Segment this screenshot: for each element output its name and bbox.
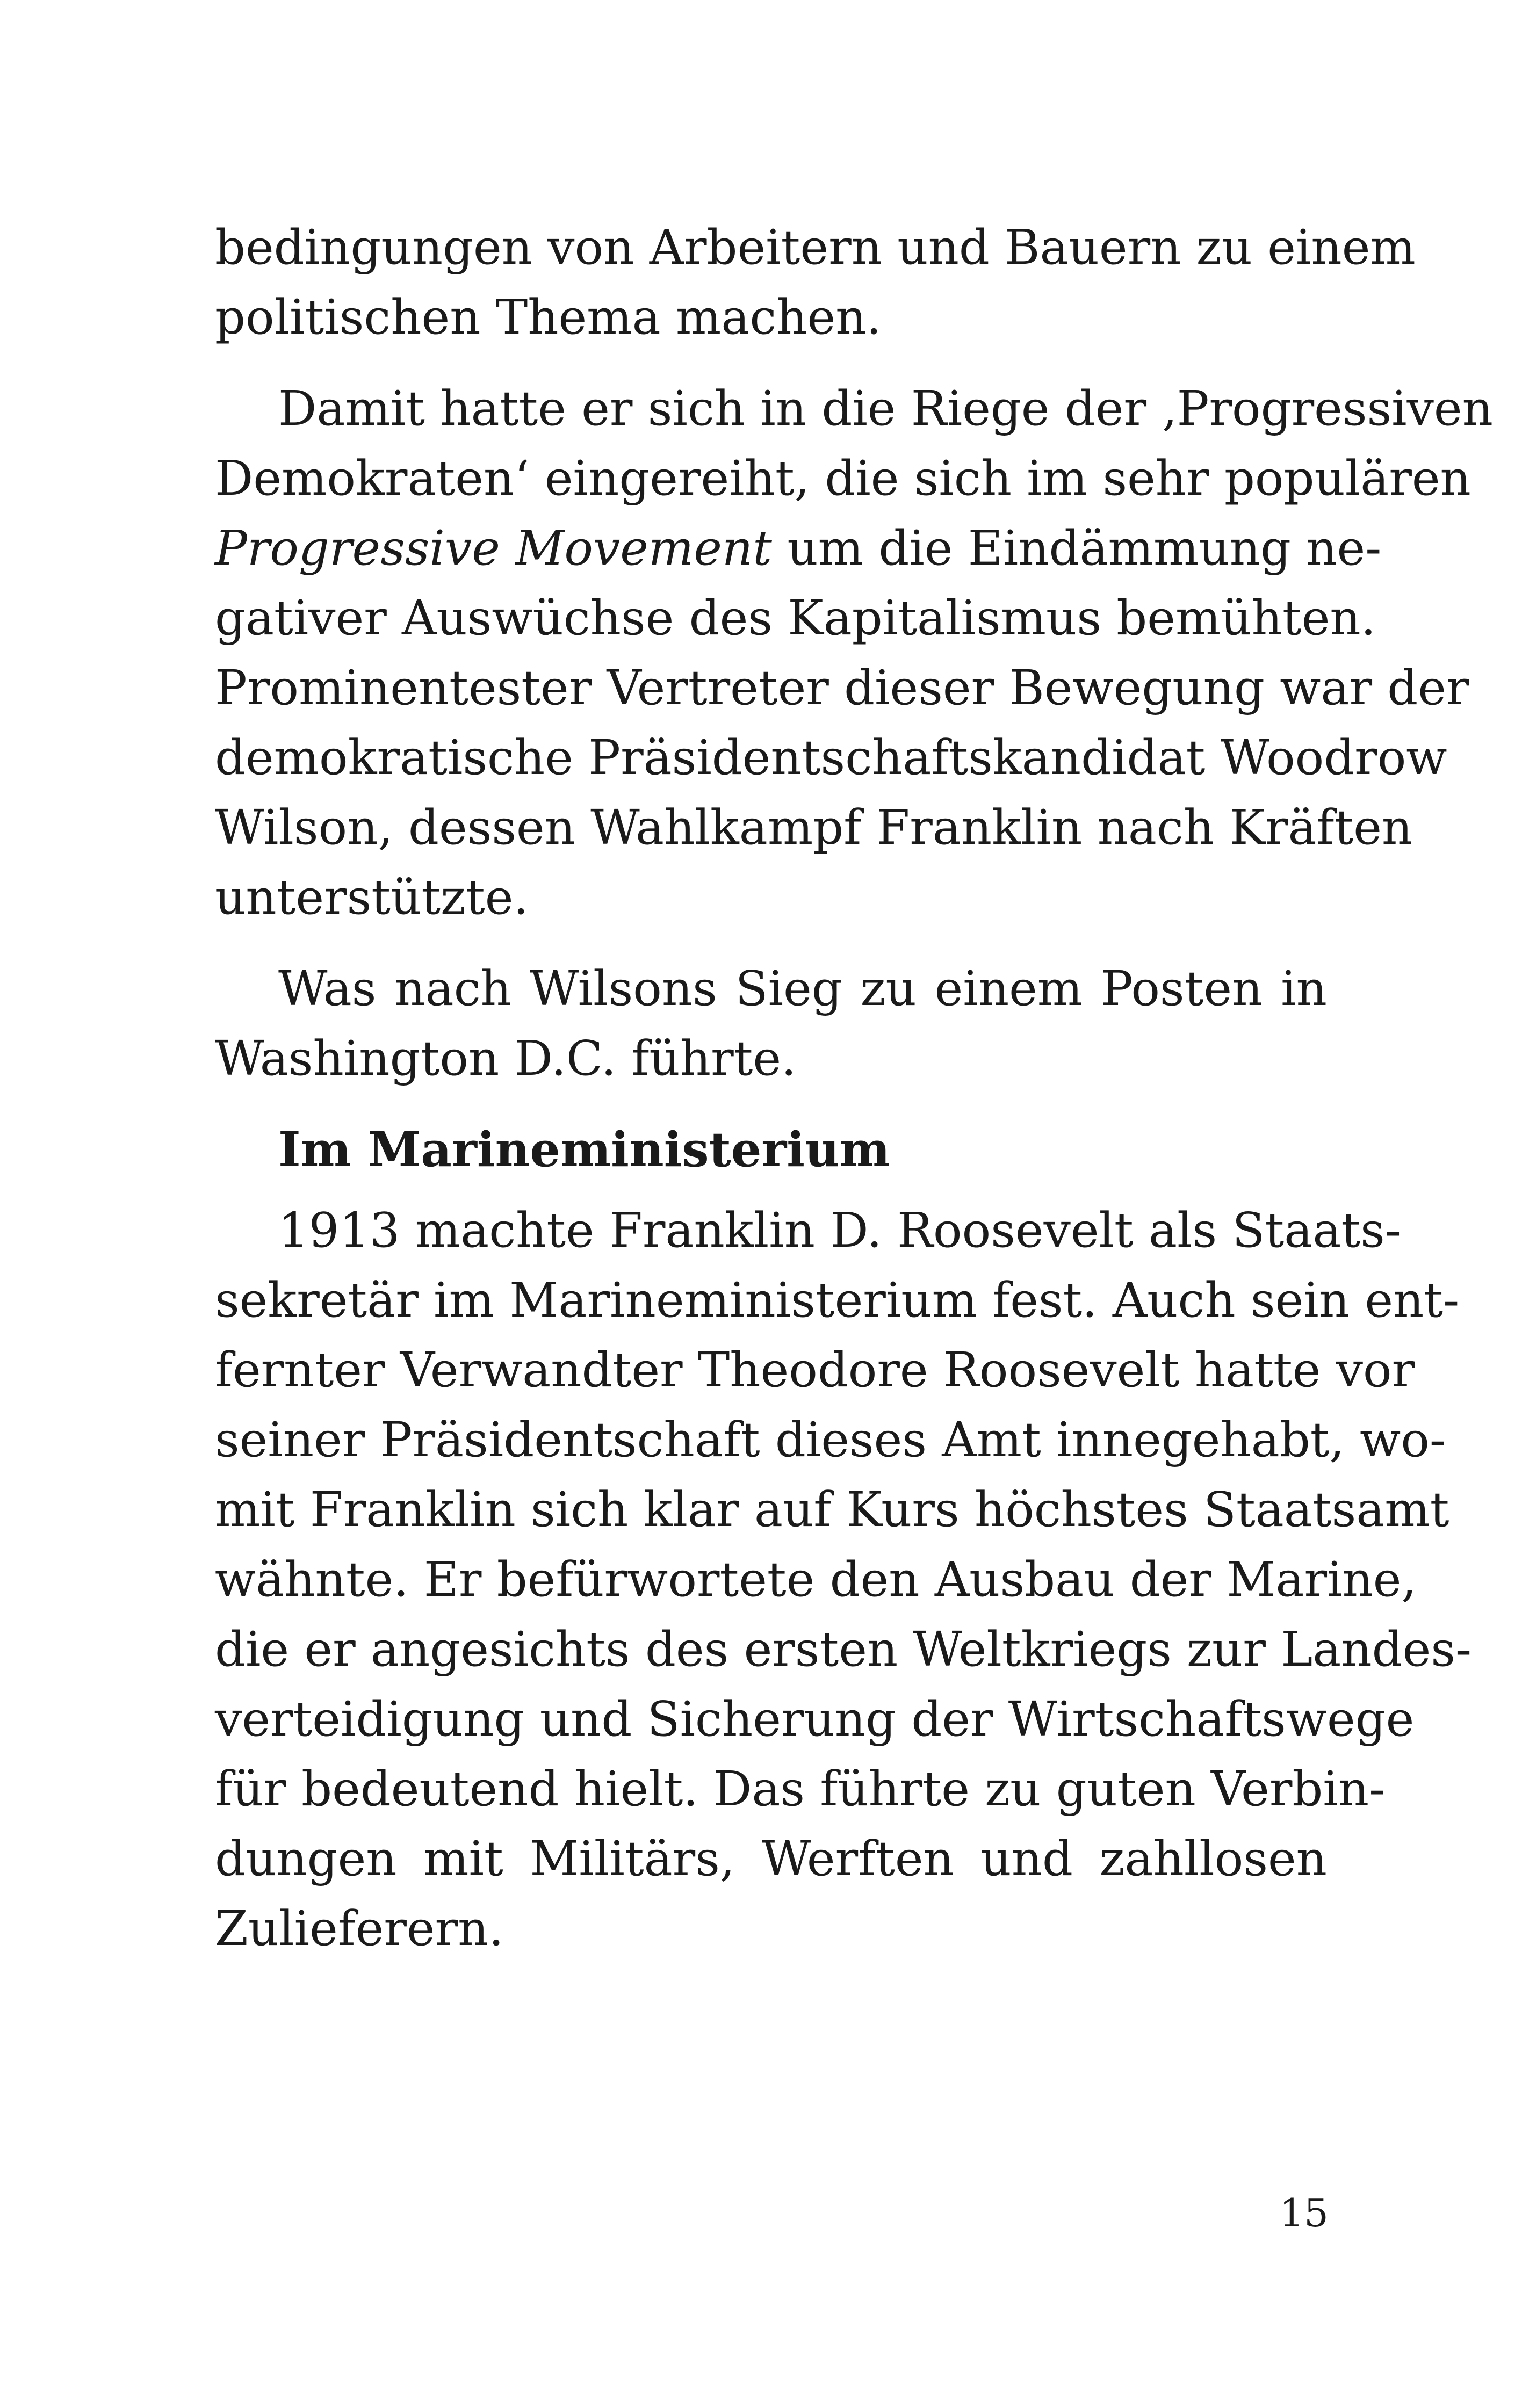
text-line: Was nach Wilsons Sieg zu einem Posten in bbox=[278, 960, 1327, 1016]
text-line: 1913 machte Franklin D. Roosevelt als Staats- bbox=[278, 1202, 1401, 1258]
text-line-rest: um die Eindämmung ne- bbox=[787, 520, 1382, 576]
paragraph-1 bbox=[215, 212, 1416, 352]
text-line: für bedeutend hielt. Das führte zu guten Verbin- bbox=[215, 1761, 1386, 1817]
text-line: fernter Verwandter Theodore Roosevelt hatte vor bbox=[215, 1342, 1415, 1398]
page-body bbox=[215, 212, 1493, 1963]
text-line: Demokraten‘ eingereiht, die sich im sehr populären bbox=[215, 450, 1471, 506]
text-line: sekretär im Marineministerium fest. Auch sein ent- bbox=[215, 1272, 1460, 1328]
text-line: seiner Präsidentschaft dieses Amt innegehabt, wo- bbox=[215, 1412, 1446, 1467]
text-line: bedingungen von Arbeitern und Bauern zu einem bbox=[215, 219, 1416, 275]
text-line: Prominentester Vertreter dieser Bewegung war der bbox=[215, 660, 1469, 715]
text-line: Wilson, dessen Wahlkampf Franklin nach Kräften bbox=[215, 799, 1413, 855]
text-line: die er angesichts des ersten Weltkriegs zur Landes- bbox=[215, 1621, 1472, 1677]
text-line: demokratische Präsidentschaftskandidat Woodrow bbox=[215, 729, 1447, 785]
text-line bbox=[215, 513, 1382, 583]
paragraph-4 bbox=[215, 1195, 1472, 1963]
text-line: dungen mit Militärs, Werften und zahllosen bbox=[215, 1831, 1327, 1886]
text-line: wähnte. Er befürwortete den Ausbau der Marine, bbox=[215, 1551, 1417, 1607]
paragraph-2 bbox=[215, 373, 1493, 932]
text-line: gativer Auswüchse des Kapitalismus bemühten. bbox=[215, 590, 1376, 646]
text-line: unterstützte. bbox=[215, 869, 529, 925]
section-heading: Im Marineministerium bbox=[278, 1121, 890, 1177]
text-line: Zulieferern. bbox=[215, 1900, 504, 1956]
italic-phrase: Progressive Movement bbox=[215, 520, 773, 576]
text-line: politischen Thema machen. bbox=[215, 289, 882, 345]
text-line: mit Franklin sich klar auf Kurs höchstes Staatsamt bbox=[215, 1481, 1449, 1537]
text-line: Damit hatte er sich in die Riege der ‚Progressiven bbox=[278, 380, 1493, 436]
page-number: 15 bbox=[1279, 2190, 1329, 2236]
text-line: Washington D.C. führte. bbox=[215, 1030, 797, 1086]
text-line: verteidigung und Sicherung der Wirtschaftswege bbox=[215, 1691, 1415, 1747]
paragraph-3 bbox=[215, 953, 1327, 1093]
